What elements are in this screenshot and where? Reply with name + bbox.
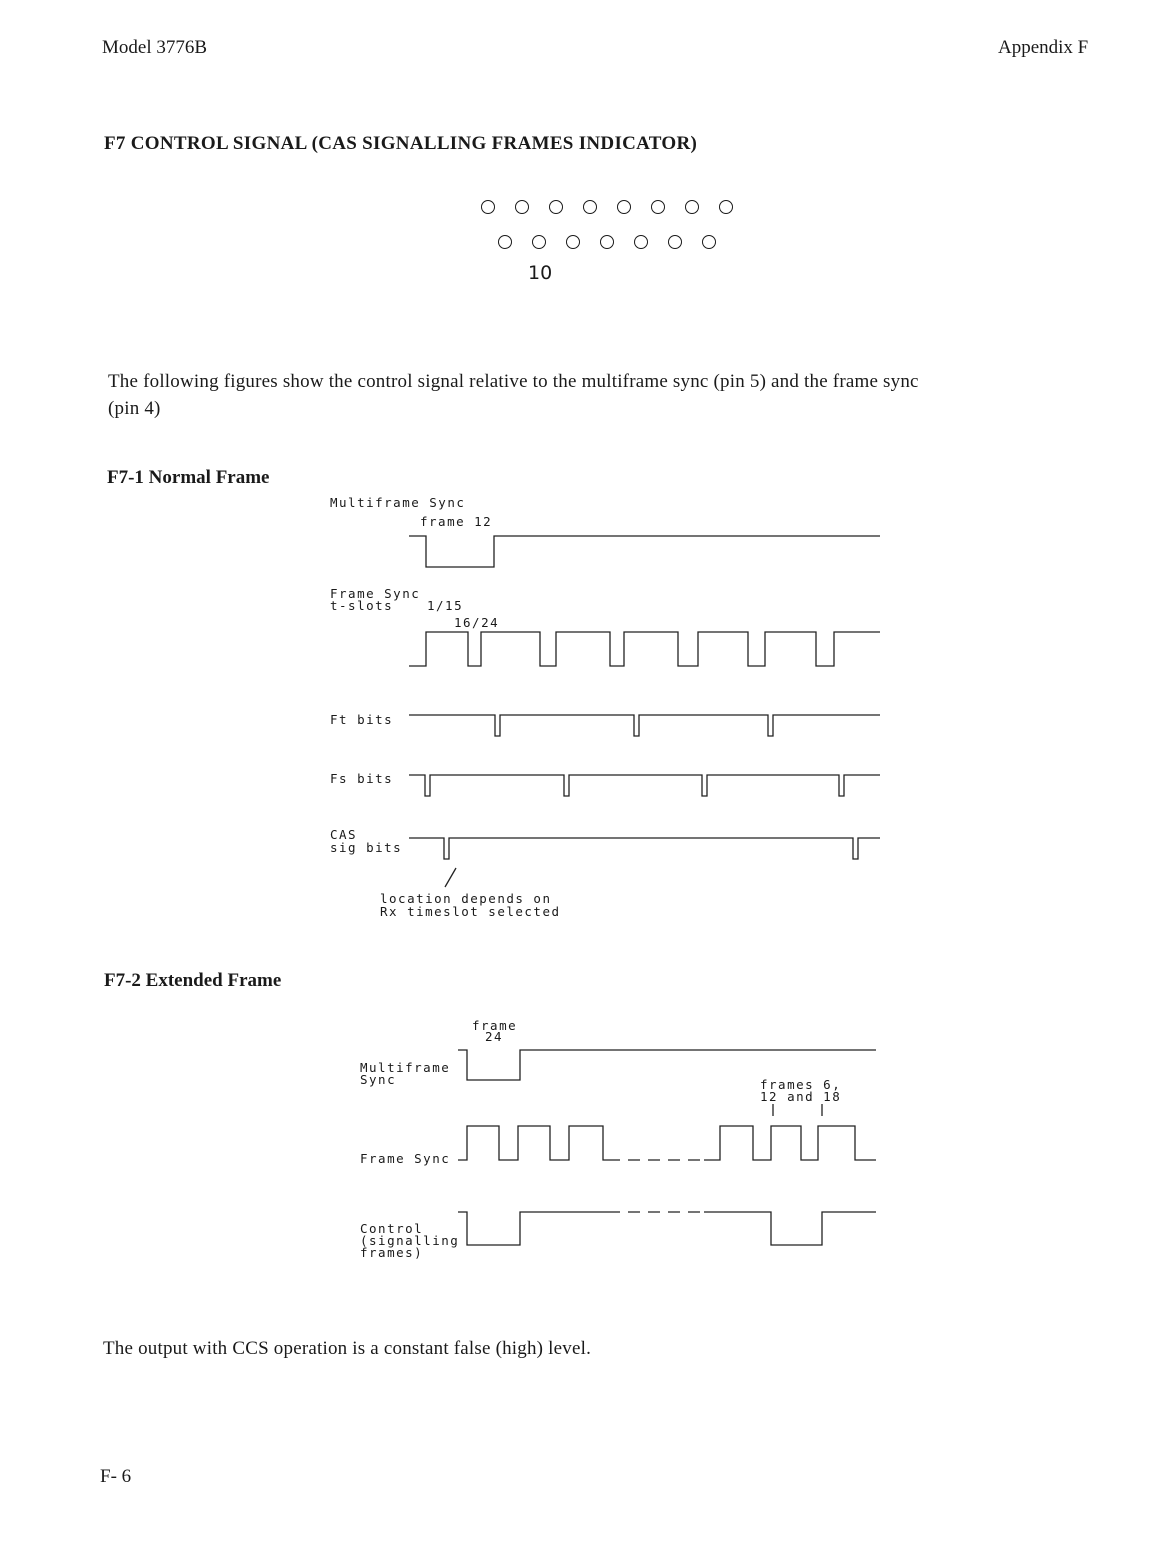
label-t-slots: t-slots [330, 598, 394, 613]
label-ts-16-24: 16/24 [454, 615, 500, 630]
label-ts-1-15: 1/15 [427, 598, 464, 613]
waveform-fs-bits [409, 775, 880, 796]
intro-line-2: (pin 4) [108, 398, 161, 419]
label-sig-bits: sig bits [330, 840, 403, 855]
label-fs-bits: Fs bits [330, 771, 394, 786]
intro-line-1: The following figures show the control signal relative to the multiframe sync (pin 5) and the frame sync [108, 371, 919, 392]
label-ext-multiframe: Multiframe [360, 1060, 451, 1075]
extended-frame-title: F7-2 Extended Frame [104, 970, 282, 991]
label-frame-sync: Frame Sync [330, 586, 421, 601]
header-model: Model 3776B [102, 37, 208, 58]
normal-frame-title: F7-1 Normal Frame [107, 467, 270, 488]
waveform-control [458, 1212, 620, 1245]
waveform-cas-sig-bits [409, 838, 880, 859]
label-ft-bits: Ft bits [330, 712, 394, 727]
label-frames-12-18: 12 and 18 [760, 1089, 842, 1104]
header-appendix: Appendix F [998, 37, 1089, 58]
connector-pin-label: 10 [528, 262, 553, 284]
label-frames: frames) [360, 1245, 424, 1260]
label-ext-frame-sync: Frame Sync [360, 1151, 451, 1166]
label-control: Control [360, 1221, 424, 1236]
waveform-frame-sync [409, 632, 880, 666]
waveform-control-end [704, 1212, 876, 1245]
waveform-multiframe-sync [409, 536, 880, 567]
label-frame-12: frame 12 [420, 514, 493, 529]
label-signalling: (signalling [360, 1233, 460, 1248]
page-number: F- 6 [100, 1466, 132, 1487]
label-multiframe-sync: Multiframe Sync [330, 495, 466, 510]
note-line-2: Rx timeslot selected [380, 904, 561, 919]
waveform-ext-frame-sync [458, 1126, 620, 1160]
section-title: F7 CONTROL SIGNAL (CAS SIGNALLING FRAMES INDICATOR) [104, 133, 698, 154]
note-pointer-line [445, 868, 456, 887]
waveform-ft-bits [409, 715, 880, 736]
label-frames-6: frames 6, [760, 1077, 842, 1092]
note-line-1: location depends on [380, 891, 552, 906]
label-frame-24: 24 [485, 1029, 504, 1044]
label-ext-sync: Sync [360, 1072, 397, 1087]
label-cas: CAS [330, 827, 358, 842]
waveform-ext-multiframe-sync [458, 1050, 876, 1080]
label-frame: frame [472, 1018, 518, 1033]
waveform-ext-frame-sync-end [704, 1126, 876, 1160]
footer-note: The output with CCS operation is a constant false (high) level. [103, 1338, 592, 1359]
